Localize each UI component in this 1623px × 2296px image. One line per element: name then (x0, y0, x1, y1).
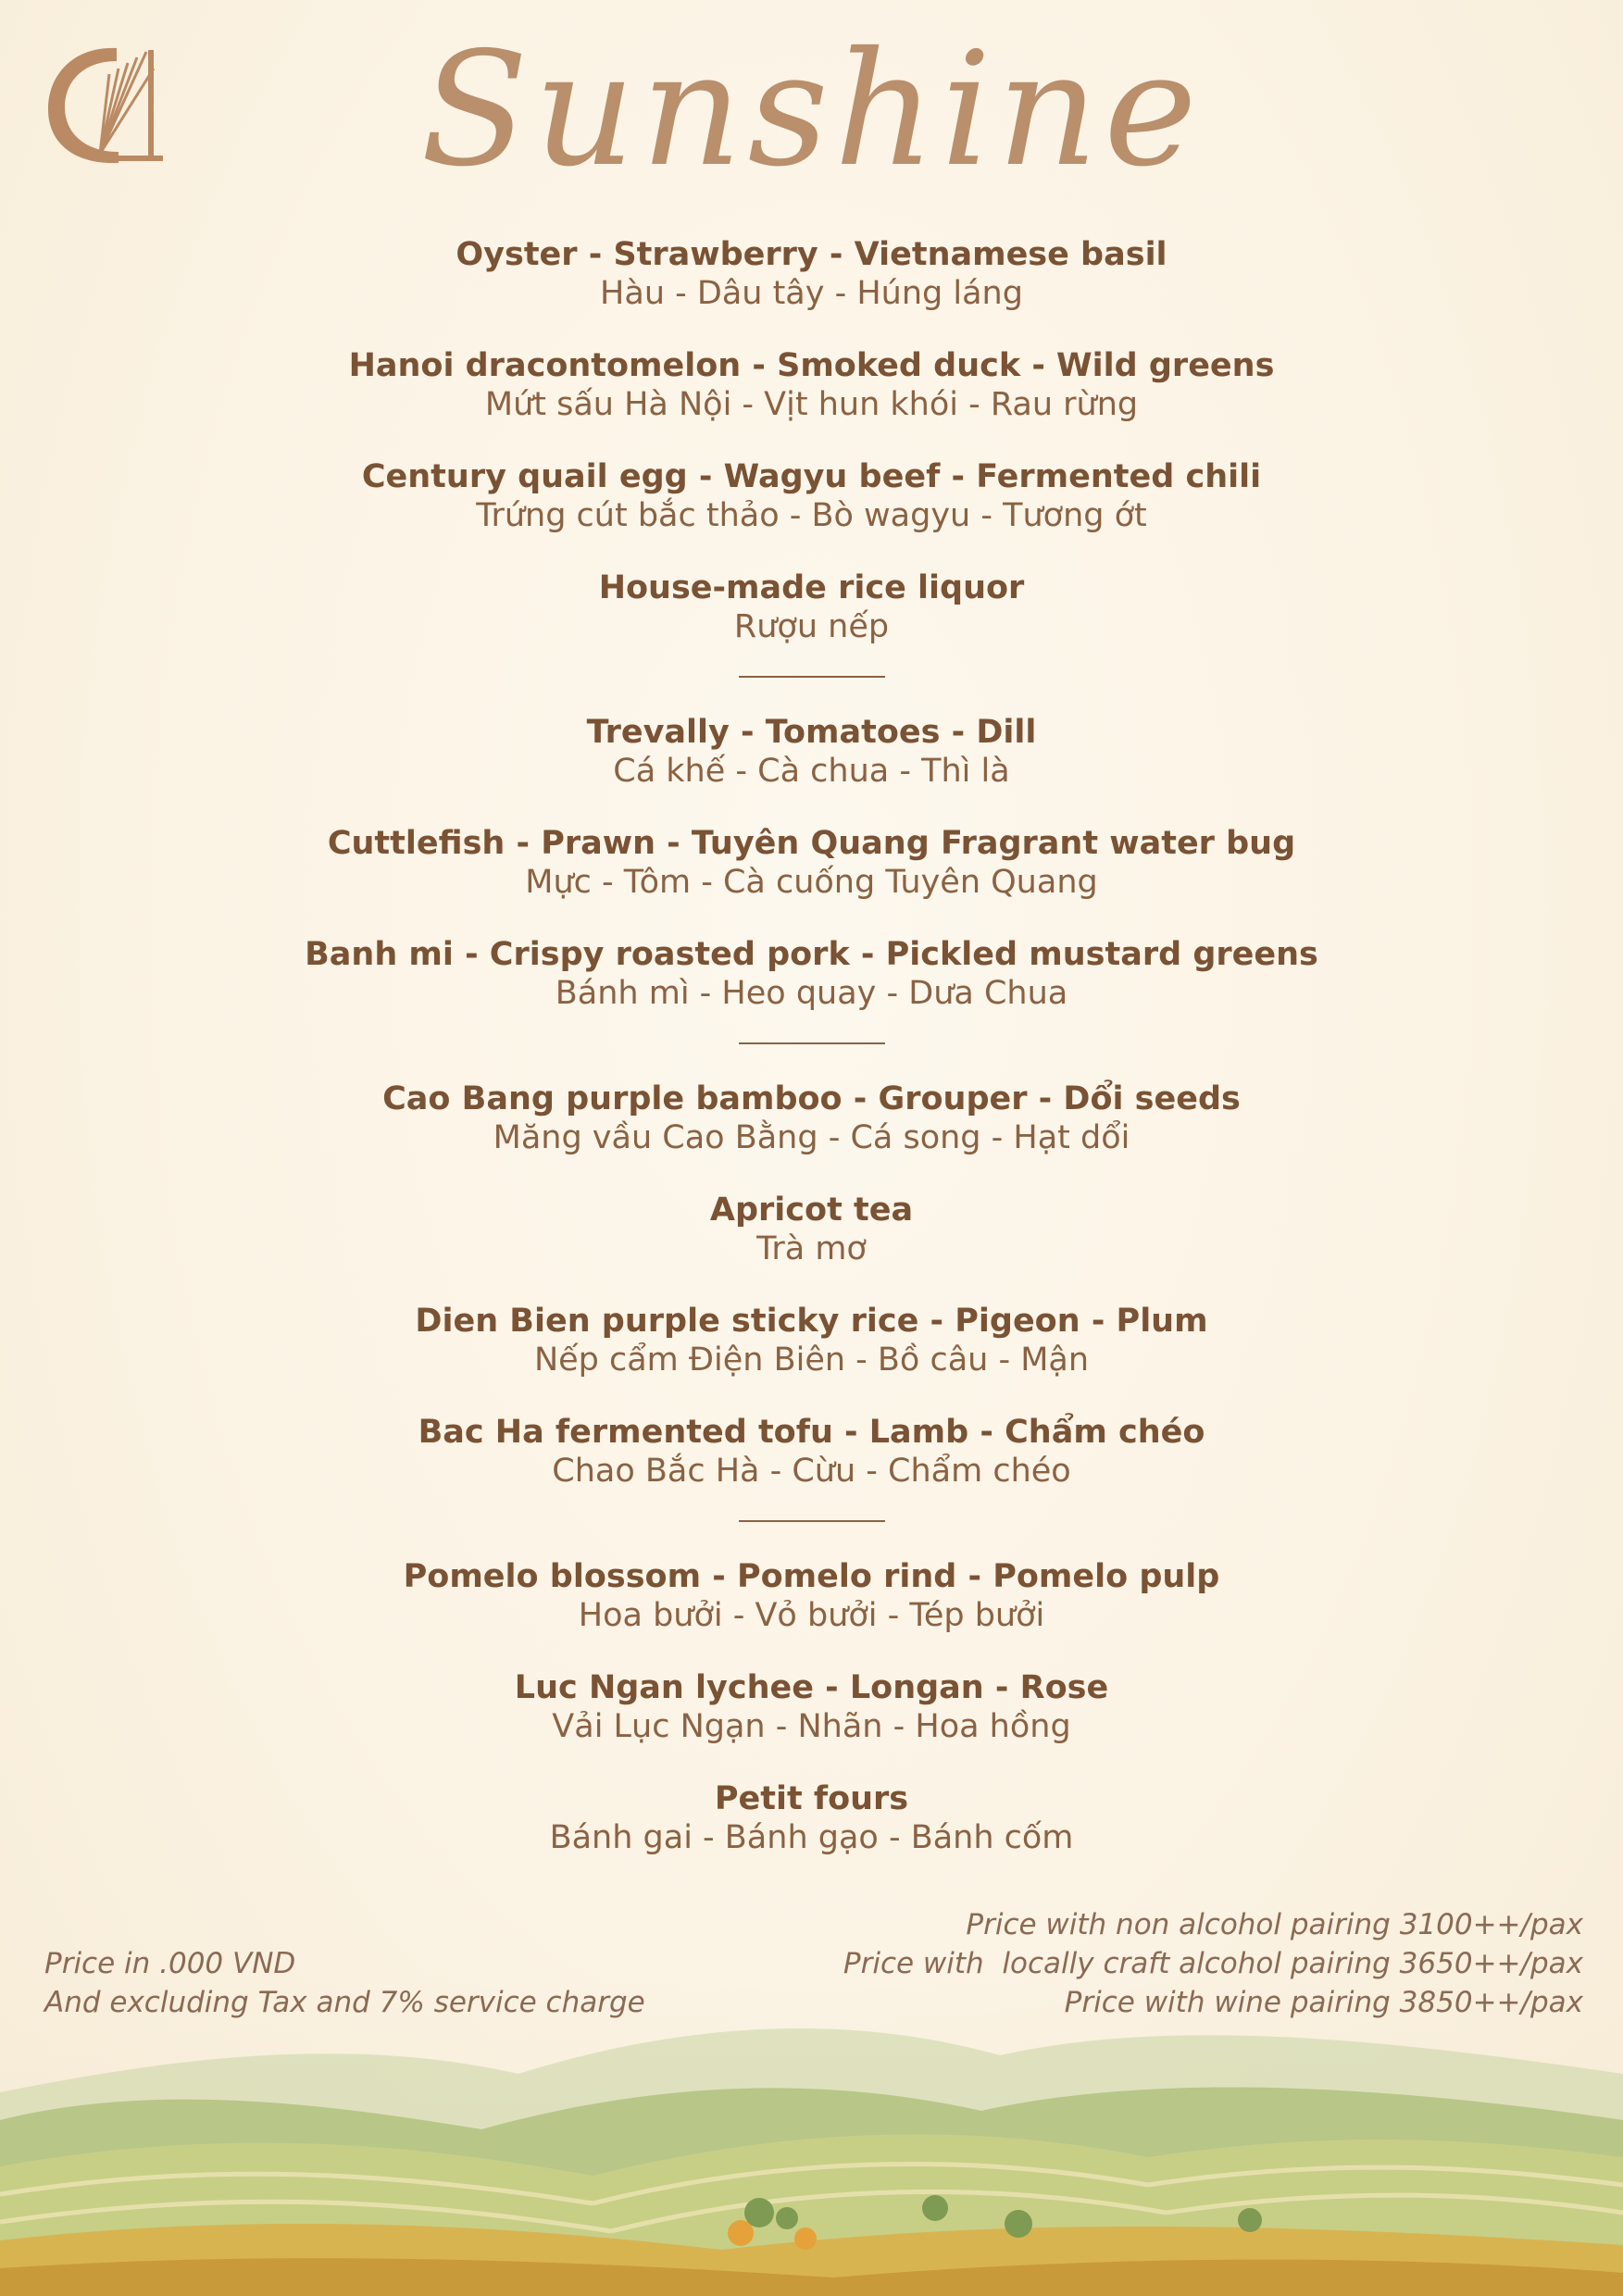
course-item (0, 568, 1623, 646)
course-item (0, 1413, 1623, 1491)
course-item (0, 1302, 1623, 1379)
section-divider (739, 1042, 885, 1044)
course-vietnamese: Hoa bưởi - Vỏ bưởi - Tép bưởi (578, 1597, 1045, 1634)
course-english: Hanoi dracontomelon - Smoked duck - Wild greens (348, 347, 1275, 384)
course-group-4 (0, 1557, 1623, 1857)
course-vietnamese: Cá khế - Cà chua - Thì là (613, 753, 1010, 790)
course-english: House-made rice liquor (598, 569, 1025, 606)
course-english: Banh mi - Crispy roasted pork - Pickled mustard greens (305, 936, 1318, 973)
course-vietnamese: Nếp cẩm Điện Biên - Bồ câu - Mận (533, 1341, 1090, 1379)
course-vietnamese: Chao Bắc Hà - Cừu - Chẩm chéo (552, 1453, 1071, 1490)
course-vietnamese: Bánh gai - Bánh gạo - Bánh cốm (549, 1819, 1074, 1856)
course-item (0, 1668, 1623, 1746)
course-group-1 (0, 235, 1623, 646)
course-vietnamese: Mực - Tôm - Cà cuống Tuyên Quang (525, 864, 1098, 901)
tax-note: And excluding Tax and 7% service charge (44, 1986, 645, 2019)
course-english: Oyster - Strawberry - Vietnamese basil (456, 236, 1167, 273)
course-item (0, 713, 1623, 791)
wine-pairing-price: Price with wine pairing 3850++/pax (1064, 1986, 1583, 2019)
non-alcohol-pairing-price: Price with non alcohol pairing 3100++/pax (966, 1908, 1583, 1941)
pairing-prices (843, 1905, 1583, 2022)
price-note (44, 1944, 645, 2022)
course-english: Petit fours (714, 1780, 909, 1817)
course-item (0, 235, 1623, 313)
course-vietnamese: Vải Lục Ngạn - Nhãn - Hoa hồng (552, 1708, 1071, 1745)
course-vietnamese: Mứt sấu Hà Nội - Vịt hun khói - Rau rừng (484, 386, 1139, 423)
course-item (0, 1779, 1623, 1857)
course-vietnamese: Trứng cút bắc thảo - Bò wagyu - Tương ớt (476, 497, 1147, 534)
course-item (0, 1079, 1623, 1157)
section-divider (739, 676, 885, 678)
course-vietnamese: Hàu - Dâu tây - Húng láng (600, 275, 1023, 312)
course-item (0, 346, 1623, 424)
course-item (0, 1191, 1623, 1268)
course-english: Bac Ha fermented tofu - Lamb - Chẩm chéo (418, 1414, 1205, 1451)
course-vietnamese: Rượu nếp (733, 608, 890, 645)
price-currency-note: Price in .000 VND (44, 1947, 296, 1980)
course-item (0, 824, 1623, 902)
course-english: Pomelo blossom - Pomelo rind - Pomelo pulp (403, 1558, 1220, 1595)
tasting-menu (0, 235, 1623, 1857)
craft-alcohol-pairing-price: Price with locally craft alcohol pairing 3650++/pax (843, 1947, 1583, 1980)
course-english: Luc Ngan lychee - Longan - Rose (514, 1669, 1109, 1706)
course-vietnamese: Trà mơ (756, 1230, 867, 1267)
course-english: Apricot tea (709, 1192, 914, 1229)
course-english: Dien Bien purple sticky rice - Pigeon - Plum (415, 1303, 1208, 1340)
section-divider (739, 1520, 885, 1522)
menu-title: Sunshine (420, 19, 1203, 202)
course-english: Cao Bang purple bamboo - Grouper - Dổi seeds (382, 1080, 1241, 1117)
course-group-3 (0, 1079, 1623, 1491)
course-english: Trevally - Tomatoes - Dill (586, 714, 1037, 751)
course-vietnamese: Bánh mì - Heo quay - Dưa Chua (555, 975, 1068, 1012)
course-english: Cuttlefish - Prawn - Tuyên Quang Fragrant water bug (327, 825, 1296, 862)
course-item (0, 935, 1623, 1013)
course-group-2 (0, 713, 1623, 1013)
course-item (0, 457, 1623, 535)
course-vietnamese: Măng vầu Cao Bằng - Cá song - Hạt dổi (493, 1119, 1130, 1156)
course-item (0, 1557, 1623, 1635)
course-english: Century quail egg - Wagyu beef - Fermented chili (361, 458, 1262, 495)
